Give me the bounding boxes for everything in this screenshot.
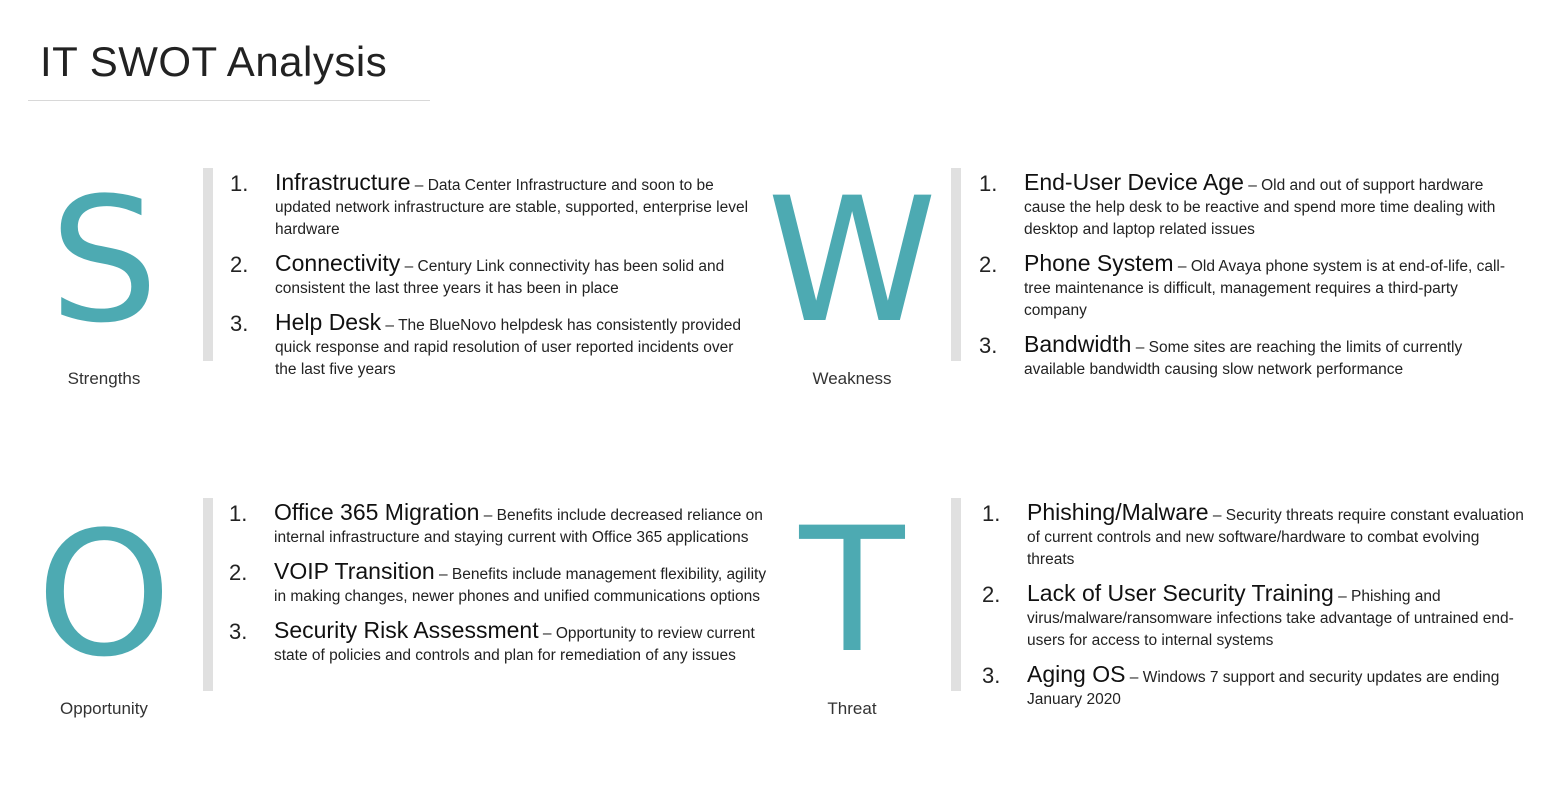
item-number: 1. (982, 501, 1001, 526)
strengths-list (230, 169, 759, 392)
item-separator: – (479, 507, 497, 524)
list-item (982, 580, 1527, 652)
list-item (979, 331, 1524, 381)
item-text (1027, 501, 1527, 571)
item-number: 3. (982, 663, 1001, 688)
item-body: Century Link connectivity has been solid and consistent the last three years it has been in place (275, 258, 725, 297)
item-separator: – (1333, 588, 1352, 605)
threat-list (982, 499, 1527, 722)
item-separator: – (1131, 339, 1149, 356)
item-number: 2. (979, 252, 998, 277)
list-item (979, 250, 1524, 322)
item-body: The BlueNovo helpdesk has consistently provided quick response and rapid resolution of user reported incidents over the last five years (275, 317, 741, 378)
strengths-letter: S (49, 160, 159, 361)
strengths-divider (203, 168, 213, 361)
item-text (274, 619, 774, 667)
list-item (230, 250, 759, 300)
item-body: Phishing and virus/malware/ransomware infections take advantage of untrained end-users for access to internal systems (1027, 588, 1514, 649)
item-heading: Bandwidth (1024, 331, 1132, 357)
item-heading: Lack of User Security Training (1027, 580, 1334, 606)
item-heading: Aging OS (1027, 661, 1126, 687)
title-underline (28, 100, 430, 101)
item-number: 3. (230, 311, 249, 336)
item-heading: Infrastructure (275, 169, 411, 195)
threat-letter: T (799, 490, 905, 691)
item-body: Old and out of support hardware cause the help desk to be reactive and spend more time dealing with desktop and laptop related issues (1024, 177, 1496, 238)
list-item (229, 499, 774, 549)
item-number: 2. (982, 582, 1001, 607)
item-body: Old Avaya phone system is at end-of-life, call-tree maintenance is difficult, management requires a third-party company (1024, 258, 1505, 319)
item-separator: – (410, 177, 428, 194)
item-body: Some sites are reaching the limits of currently available bandwidth causing slow network performance (1024, 339, 1463, 378)
item-body: Windows 7 support and security updates are ending January 2020 (1027, 669, 1500, 708)
item-text (1024, 171, 1524, 241)
weakness-quadrant (752, 160, 1512, 435)
list-item (230, 169, 759, 241)
item-separator: – (1125, 669, 1143, 686)
threat-quadrant (752, 490, 1524, 765)
item-number: 1. (230, 171, 249, 196)
weakness-letter-column (752, 160, 952, 425)
list-item (229, 558, 774, 608)
item-text (275, 171, 759, 241)
weakness-list (979, 169, 1524, 392)
item-body: Benefits include decreased reliance on internal infrastructure and staying current with Office 365 applications (274, 507, 763, 546)
threat-letter-column (752, 490, 952, 755)
list-item (230, 309, 759, 381)
item-number: 2. (230, 252, 249, 277)
item-text (1024, 333, 1524, 381)
opportunity-letter-column (4, 495, 204, 755)
item-number: 1. (979, 171, 998, 196)
item-heading: End-User Device Age (1024, 169, 1244, 195)
threat-divider (951, 498, 961, 691)
item-heading: Phishing/Malware (1027, 499, 1209, 525)
opportunity-caption: Opportunity (60, 699, 148, 718)
item-separator: – (434, 566, 452, 583)
item-separator: – (1243, 177, 1262, 194)
strengths-quadrant (4, 160, 764, 435)
item-number: 2. (229, 560, 248, 585)
opportunity-list (229, 499, 774, 678)
item-text (1024, 252, 1524, 322)
strengths-caption: Strengths (67, 369, 141, 388)
page-title: IT SWOT Analysis (40, 38, 388, 85)
item-body: Data Center Infrastructure and soon to be updated network infrastructure are stable, supported, enterprise level hardware (275, 177, 749, 238)
item-heading: Phone System (1024, 250, 1174, 276)
item-text (274, 560, 774, 608)
item-separator: – (381, 317, 399, 334)
opportunity-letter: O (36, 494, 172, 695)
item-text (274, 501, 774, 549)
list-item (982, 661, 1527, 711)
item-text (1027, 582, 1527, 652)
list-item (982, 499, 1527, 571)
item-number: 3. (979, 333, 998, 358)
strengths-letter-column (4, 160, 204, 425)
threat-caption: Threat (827, 699, 877, 718)
list-item (229, 617, 774, 667)
item-text (1027, 663, 1527, 711)
item-heading: Connectivity (275, 250, 401, 276)
item-body: Security threats require constant evaluation of current controls and new software/hardware to combat evolving threats (1027, 507, 1524, 568)
item-text (275, 311, 759, 381)
opportunity-divider (203, 498, 213, 691)
list-item (979, 169, 1524, 241)
weakness-divider (951, 168, 961, 361)
item-separator: – (400, 258, 418, 275)
item-heading: Security Risk Assessment (274, 617, 539, 643)
item-heading: VOIP Transition (274, 558, 435, 584)
item-number: 3. (229, 619, 248, 644)
item-separator: – (538, 625, 556, 642)
weakness-letter: W (766, 160, 938, 361)
weakness-caption: Weakness (812, 369, 892, 388)
opportunity-quadrant (4, 494, 767, 765)
item-text (275, 252, 759, 300)
item-heading: Office 365 Migration (274, 499, 480, 525)
item-separator: – (1173, 258, 1191, 275)
item-body: Benefits include management flexibility, agility in making changes, newer phones and unified communications options (274, 566, 767, 605)
item-body: Opportunity to review current state of policies and controls and plan for remediation of any issues (274, 625, 755, 664)
item-number: 1. (229, 501, 248, 526)
item-separator: – (1208, 507, 1226, 524)
item-heading: Help Desk (275, 309, 382, 335)
